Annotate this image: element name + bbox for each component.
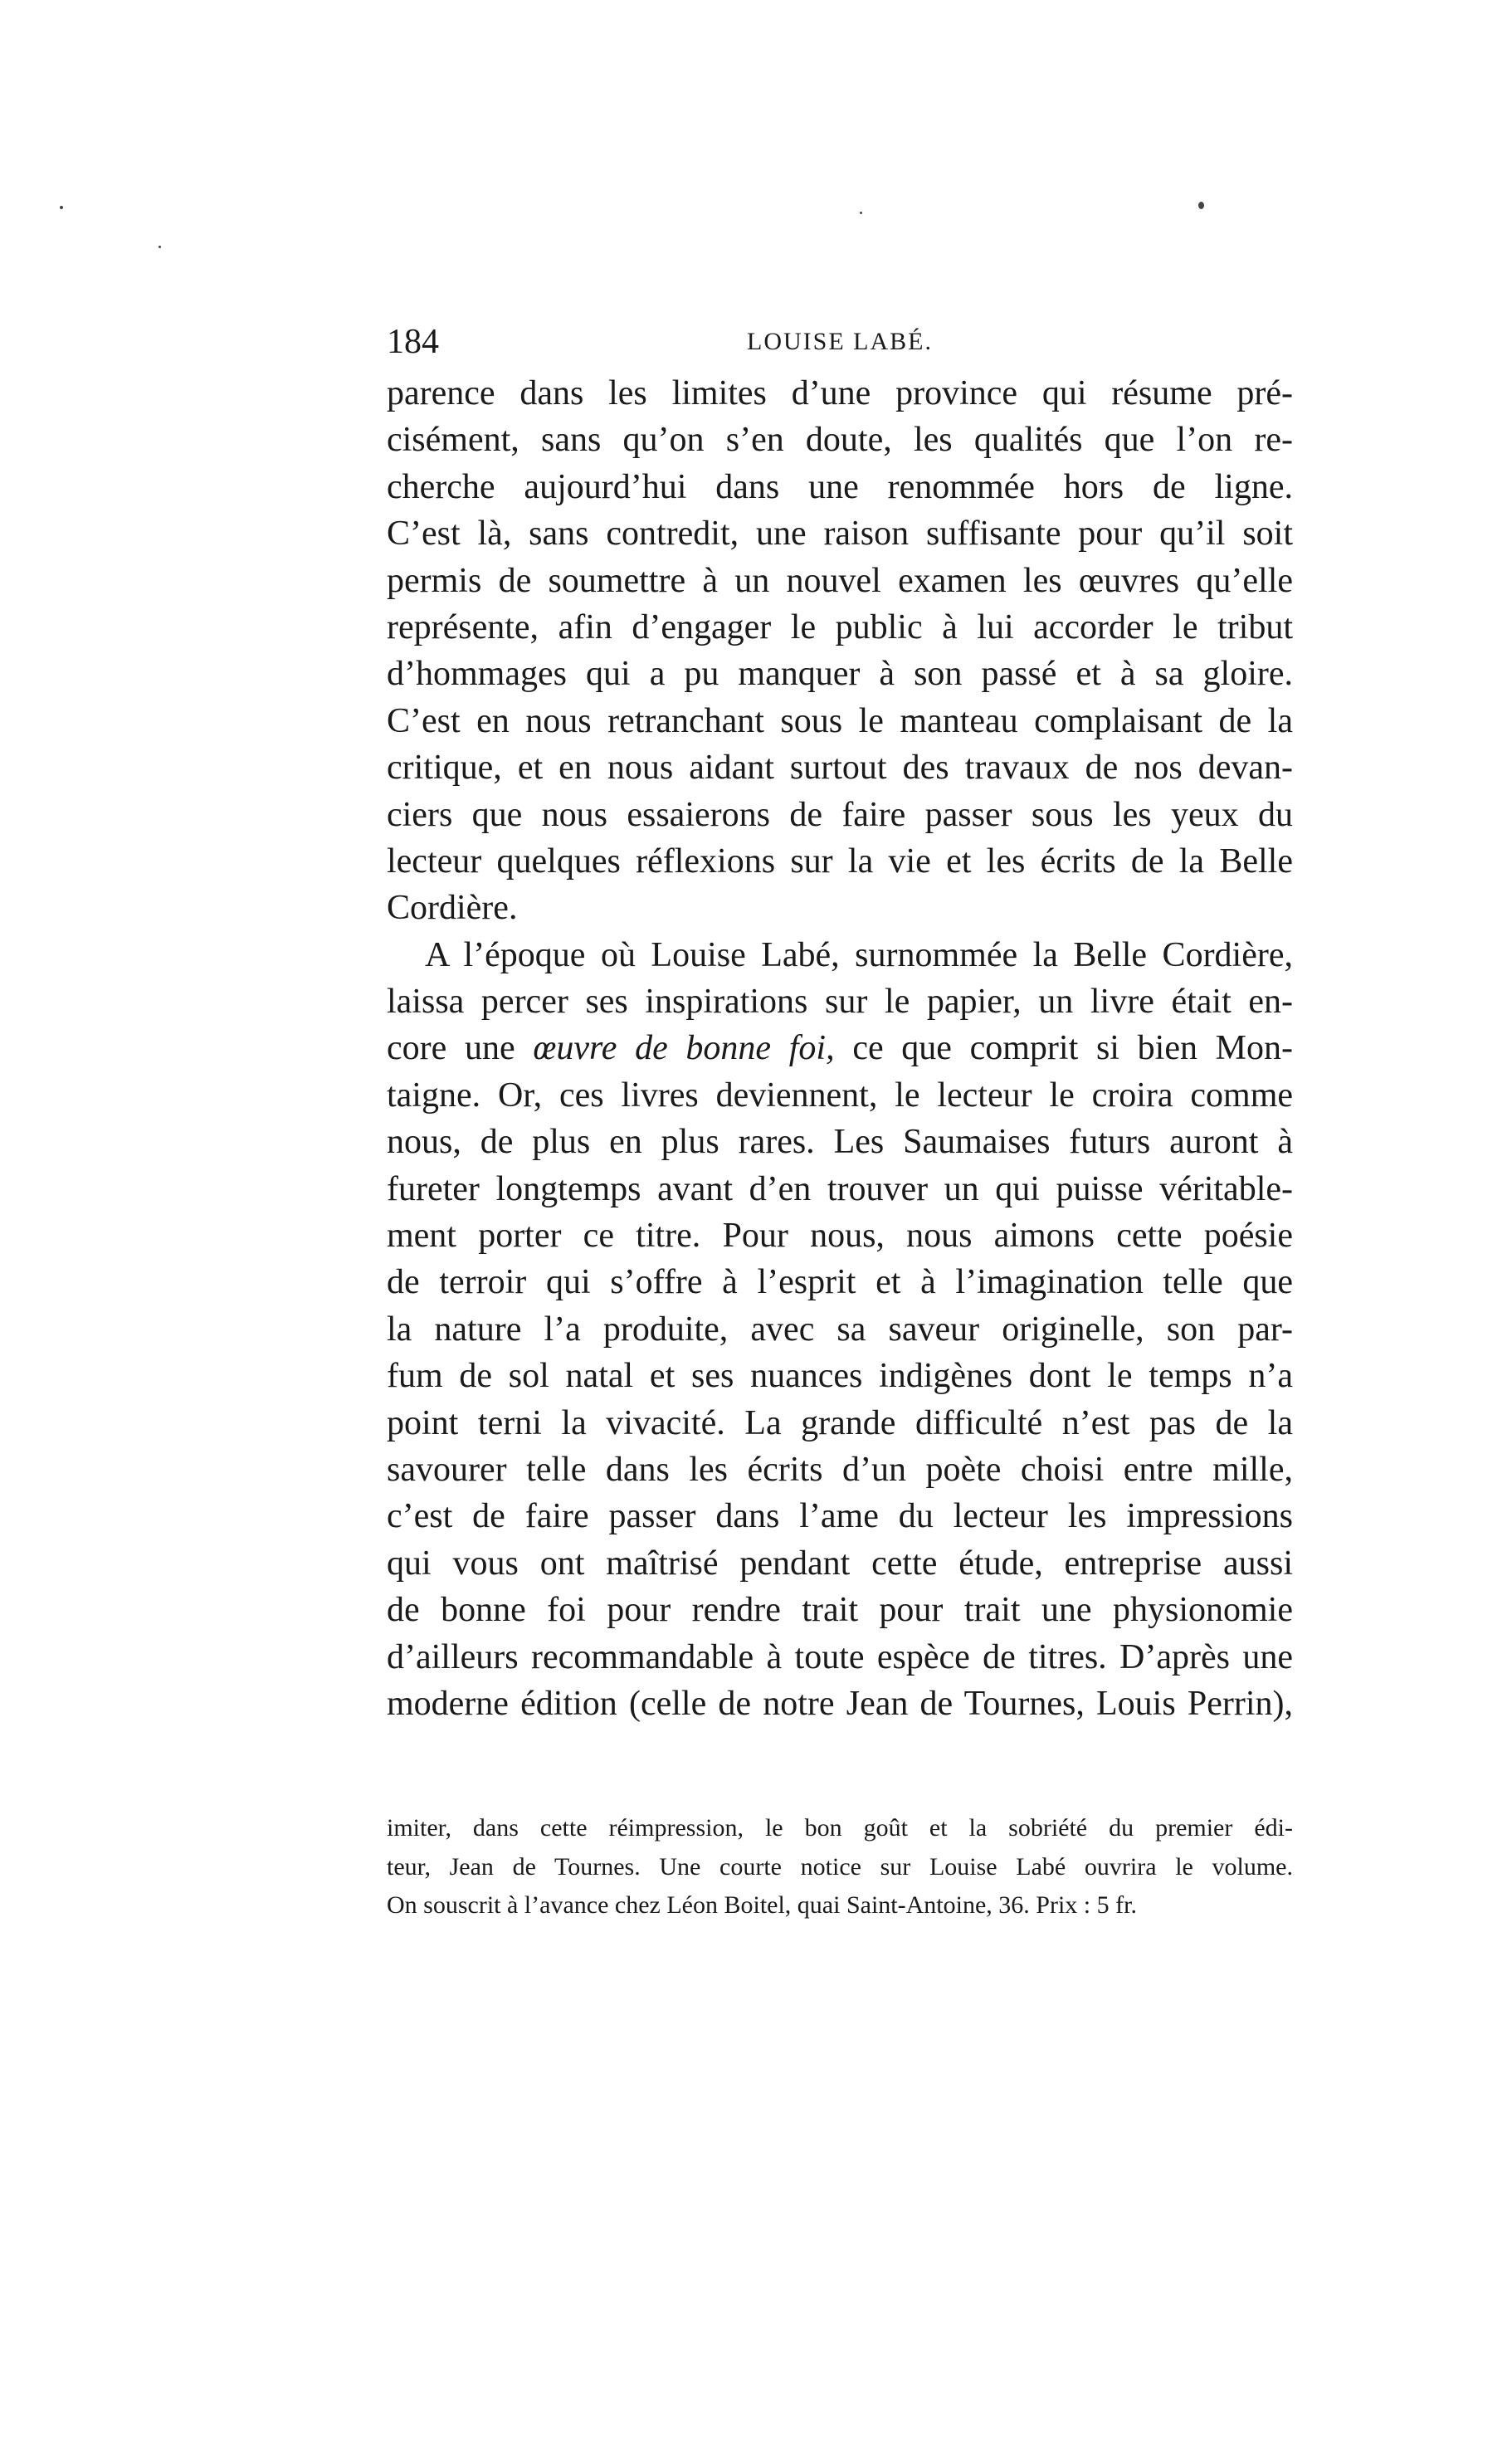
text-line-mixed [387,1025,1293,1071]
italic-phrase: œuvre de bonne foi, [533,1029,835,1068]
footnote [387,1809,1293,1925]
text-line: C’est en nous retranchant sous le manteau complaisant de la [387,701,1293,740]
text-run: core une [387,1029,515,1068]
text-line: nous, de plus en plus rares. Les Saumaises futurs auront à [387,1123,1293,1162]
body-text [387,370,1293,1727]
text-line: de terroir qui s’offre à l’esprit et à l’imagination telle que [387,1263,1293,1302]
text-line: fureter longtemps avant d’en trouver un qui puisse véritable- [387,1169,1293,1208]
text-line: Cordière. [387,889,518,928]
text-line: taigne. Or, ces livres deviennent, le lecteur le croira comme [387,1076,1293,1115]
text-run: ce que comprit si bien Mon- [852,1029,1293,1068]
footnote-line: On souscrit à l’avance chez Léon Boitel, quai Saint-Antoine, 36. Prix : 5 fr. [387,1891,1137,1919]
text-line: cherche aujourd’hui dans une renommée hors de ligne. [387,467,1293,506]
text-line: parence dans les limites d’une province qui résume pré- [387,374,1293,412]
running-title: LOUISE LABÉ. [747,328,933,355]
text-line: de bonne foi pour rendre trait pour trait une physionomie [387,1591,1293,1630]
text-line: moderne édition (celle de notre Jean de Tournes, Louis Perrin), [387,1684,1293,1723]
text-line: lecteur quelques réflexions sur la vie et les écrits de la Belle [387,842,1293,881]
footnote-line: imiter, dans cette réimpression, le bon goût et la sobriété du premier édi- [387,1814,1293,1842]
running-head [387,317,1293,367]
text-line: A l’époque où Louise Labé, surnommée la Belle Cordière, [425,935,1293,974]
text-line: c’est de faire passer dans l’ame du lecteur les impressions [387,1497,1293,1536]
text-line: C’est là, sans contredit, une raison suffisante pour qu’il soit [387,515,1293,554]
page-number: 184 [387,323,439,361]
text-line: d’hommages qui a pu manquer à son passé et à sa gloire. [387,655,1293,694]
text-line: cisément, sans qu’on s’en doute, les qualités que l’on re- [387,421,1293,460]
ink-speck [860,212,862,214]
ink-speck [1198,202,1204,209]
text-line: la nature l’a produite, avec sa saveur originelle, son par- [387,1310,1293,1349]
text-line: qui vous ont maîtrisé pendant cette étude, entreprise aussi [387,1544,1293,1583]
text-line: permis de soumettre à un nouvel examen les œuvres qu’elle [387,561,1293,600]
footnote-line: teur, Jean de Tournes. Une courte notice sur Louise Labé ouvrira le volume. [387,1852,1293,1881]
ink-speck [60,206,63,209]
text-line: représente, afin d’engager le public à lui accorder le tribut [387,607,1293,646]
ink-speck [159,246,161,248]
text-line: laissa percer ses inspirations sur le papier, un livre était en- [387,983,1293,1022]
text-line: d’ailleurs recommandable à toute espèce de titres. D’après une [387,1637,1293,1676]
text-line: point terni la vivacité. La grande difficulté n’est pas de la [387,1403,1293,1442]
text-line: ment porter ce titre. Pour nous, nous aimons cette poésie [387,1217,1293,1256]
text-line: savourer telle dans les écrits d’un poète choisi entre mille, [387,1450,1293,1489]
text-line: ciers que nous essaierons de faire passer sous les yeux du [387,795,1293,834]
text-line: critique, et en nous aidant surtout des travaux de nos devan- [387,749,1293,788]
text-line: fum de sol natal et ses nuances indigènes dont le temps n’a [387,1357,1293,1396]
